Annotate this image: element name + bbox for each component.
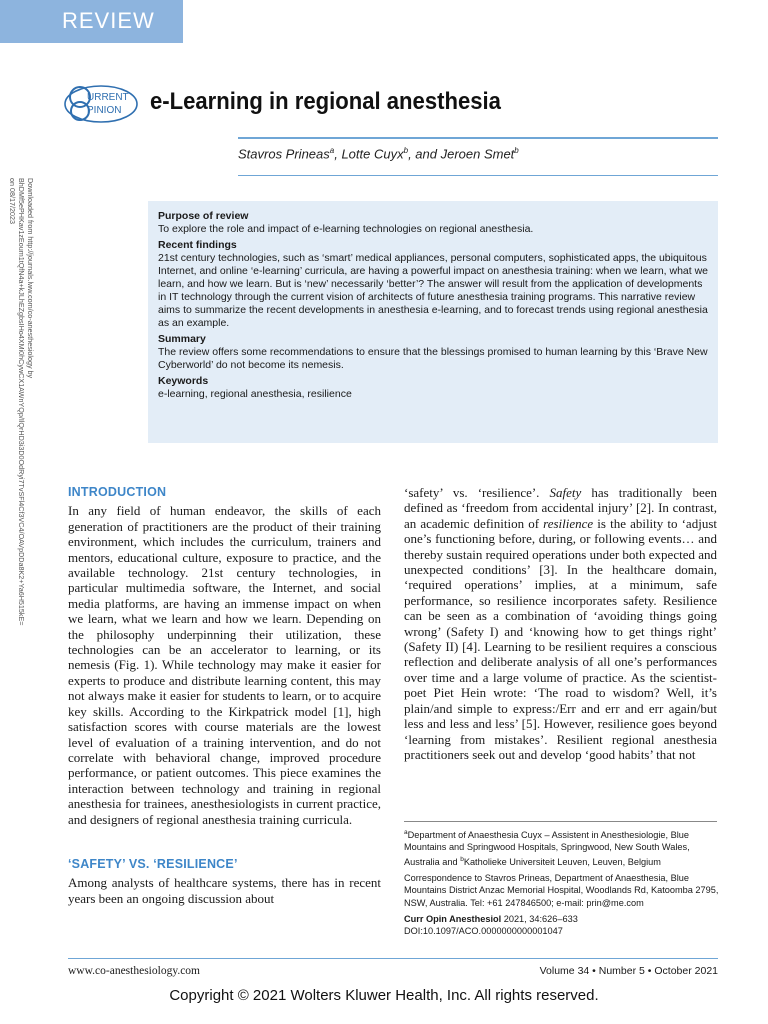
keywords-heading: Keywords: [158, 375, 209, 387]
footnotes: [404, 827, 722, 942]
keywords-text: e-learning, regional anesthesia, resilience: [158, 388, 352, 400]
author-2: Lotte Cuyx: [341, 146, 404, 162]
author-list: Stavros Prineas$^a$, Lotte Cuyx$^b$, and Jeroen Smet$^b$: [238, 146, 519, 162]
author-1: Stavros Prineas: [238, 146, 330, 162]
introduction-heading: INTRODUCTION: [68, 485, 167, 499]
logo-text-bottom: PINION: [87, 105, 122, 116]
author-2-affiliation: b: [403, 146, 409, 155]
logo-text-top: URRENT: [87, 92, 129, 103]
volume-info: Volume 34 • Number 5 • October 2021: [539, 965, 718, 977]
safety-term: Safety: [549, 485, 582, 500]
right-column-text: ‘safety’ vs. ‘resilience’. Safety has traditionally been defined as ‘freedom from accidental injury’ [2]. In contrast, an academic definition of resilience is the ability to ‘adjust one’s functioning before, during, or following events… and thereby sustain required operations under both expected and unexpected conditions’ [3]. In the healthcare domain, ‘required operations’ implies, at a minimum, safe performance, so resilience incorporates safety. Resilience can be seen as a combination of ‘avoiding things going wrong’ (Safety I) and ‘knowing how to get things right’ (Safety II) [4]. Learning to be resilient requires a conscious reflection and deliberate analysis of all one’s performances over time and a large volume of practice. As the scientist-poet Piet Hein wrote: ‘The road to wisdom? Well, it’s plain/and simple to express:/Err and err and err again/but less and less and less’ [5]. However, resilience goes beyond ‘learning from mistakes’. Resilient regional anesthesia practitioners seek out and develop ‘good habits’ that not: [404, 485, 717, 762]
author-3: Jeroen Smet: [440, 146, 515, 162]
resilience-term: resilience: [543, 515, 594, 531]
journal-name: Curr Opin Anesthesiol: [404, 913, 502, 924]
abstract-box: [148, 201, 718, 443]
copyright-notice: Copyright © 2021 Wolters Kluwer Health, Inc. All rights reserved.: [169, 987, 599, 1004]
purpose-heading: Purpose of review: [158, 210, 249, 222]
introduction-text: In any field of human endeavor, the skills of each generation of practitioners are the product of their training environment, which includes the curriculum, trainers and mentors, educational culture, exposure to practice, and the available technology. 21st century technologies, in particular multimedia software, the Internet, and social media platforms, are having an immense impact on when we learn, what we learn and how we learn. Depending on the philosophy underpinning their utilization, these technologies can be an accelerator to learning, or its nemesis (Fig. 1). While technology may make it easier for experts to produce and distribute learning content, this may not always make it easier for students to learn, or to acquire key skills. According to the Kirkpatrick model [1], high satisfaction scores with course materials are the lowest level of evaluation of a training intervention, and do not correlate with behavioral change, improved procedure performance, or patient outcomes. This piece examines the interaction between technology and training in regional anesthesia for trainees, anesthesiologists in current practice, and designers of regional anesthesia training curricula.: [68, 503, 381, 827]
title-divider: [238, 137, 718, 139]
purpose-text: To explore the role and impact of e-learning technologies on regional anesthesia.: [158, 223, 534, 235]
summary-text: The review offers some recommendations to ensure that the blessings promised to human learning by this ‘Brave New Cyberworld’ do not become its nemesis.: [158, 346, 708, 371]
author-3-affiliation: b: [514, 146, 519, 155]
affiliations: $^a$Department of Anaesthesia Cuyx – Assistent in Anesthesiologie, Blue Mountains and Springwood Hospitals, Springwood, New South Wales, Australia and $^b$Katholieke Universiteit Leuven, Leuven, Belgium: [404, 829, 690, 867]
section-tab: REVIEW: [0, 0, 183, 43]
journal-website: www.co-anesthesiology.com: [68, 965, 201, 977]
findings-heading: Recent findings: [158, 239, 237, 251]
article-title: e-Learning in regional anesthesia: [150, 88, 501, 115]
safety-resilience-text: Among analysts of healthcare systems, there has in recent years been an ongoing discussion about: [68, 875, 381, 906]
author-joiner: , and: [408, 146, 441, 162]
current-opinion-logo: [63, 84, 139, 124]
footnote-divider: [404, 821, 717, 822]
download-notice: Downloaded from http://journals.lww.com/co-anesthesiology by BhDMf5ePHKav1zEoum1tQfN4a+kJLhEZgbsIHo4XMi0hCywCX1AWnYQp/IlQrHD3i3D0OdRyi7TvSFl4Cf3VC4/OAVpDDa8K2+Ya6H515kE= on 08/17/2023: [8, 178, 35, 626]
citation: Curr Opin Anesthesiol 2021, 34:626–633 DOI:10.1097/ACO.0000000000001047: [404, 913, 578, 937]
footer-divider: [68, 958, 718, 959]
summary-heading: Summary: [158, 333, 206, 345]
doi: DOI:10.1097/ACO.0000000000001047: [404, 926, 563, 937]
findings-text: 21st century technologies, such as ‘smart’ medical appliances, personal computers, sophisticated apps, the ubiquitous Internet, and online ‘e-learning’ curricula, are having a powerful impact on anesthesia training: when we learn, what we learn, and how we learn. But is ‘new’ necessarily ‘better’? The answer will result from the application of developments in IT technology through the current vision of architects of future anesthesia training programs. This narrative review aims to summarize the recent developments in anesthesia e-learning, and to forecast trends using regional anesthesia as an example.: [158, 252, 709, 329]
safety-resilience-heading: ‘SAFETY’ VS. ‘RESILIENCE’: [68, 856, 238, 871]
left-column: [68, 485, 381, 906]
right-column: [404, 485, 717, 762]
correspondence: Correspondence to Stavros Prineas, Department of Anaesthesia, Blue Mountains District Anzac Memorial Hospital, Woodlands Rd, Katoomba 2795, NSW, Australia. Tel: +61 247846500; e-mail: prin@me.com: [404, 873, 719, 908]
authors-divider: [238, 175, 718, 176]
author-1-affiliation: a: [329, 146, 335, 155]
